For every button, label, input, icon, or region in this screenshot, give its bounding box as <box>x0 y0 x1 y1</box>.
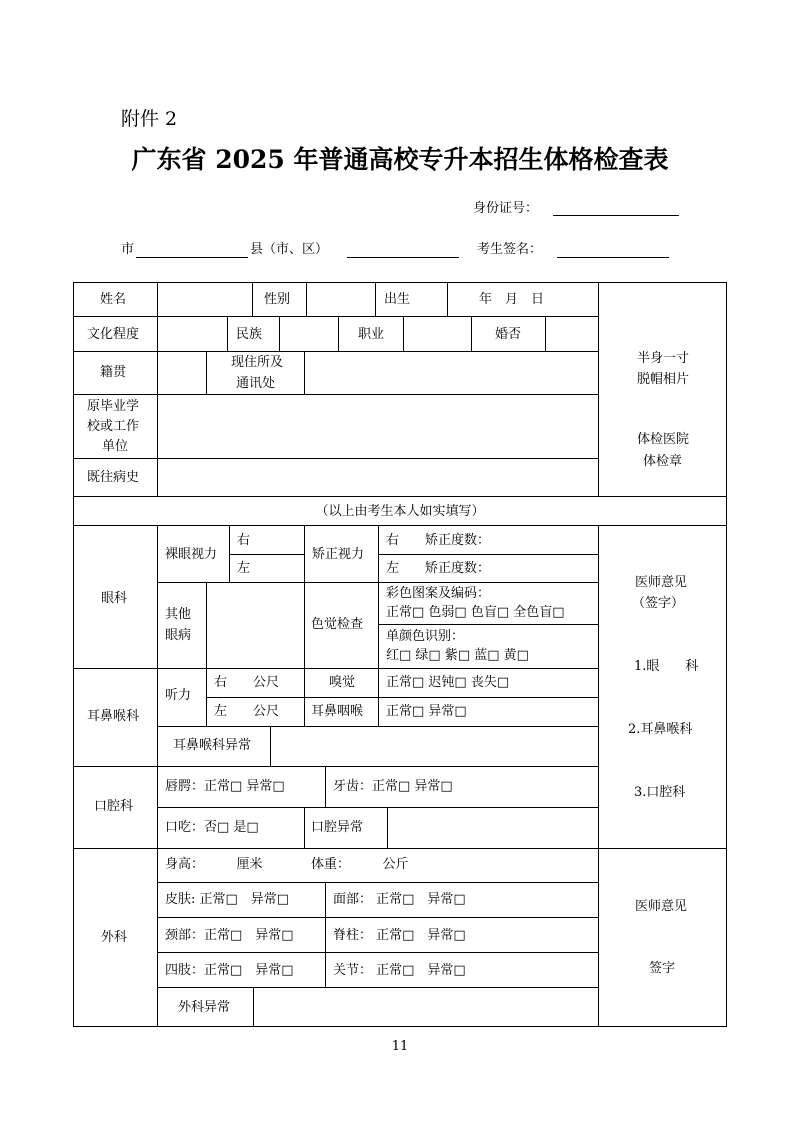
teeth-options[interactable]: 牙齿：正常□ 异常□ <box>333 779 453 794</box>
oral-abnormal-label: 口腔异常 <box>311 820 364 835</box>
hearing-label: 听力 <box>165 688 192 703</box>
smell-options[interactable]: 正常□ 迟钝□ 丧失□ <box>386 675 510 690</box>
corrected-left-label: 左 矫正度数： <box>386 561 491 576</box>
surgery-doctor-sign-label: 签字 <box>649 961 676 976</box>
weight-label: 体重： 公斤 <box>311 857 409 872</box>
naked-vision-label: 裸眼视力 <box>165 547 218 562</box>
birth-date-format: 年 月 日 <box>479 292 545 307</box>
education-label: 文化程度 <box>87 327 140 342</box>
stamp-label-line1: 体检医院 <box>637 432 690 447</box>
doctor-sign-label: （签字） <box>632 596 685 611</box>
spine-options[interactable]: 脊柱： 正常□ 异常□ <box>333 928 466 943</box>
page-title: 广东省 2025 年普通高校专升本招生体格检查表 <box>131 145 669 174</box>
surgery-section-label: 外科 <box>101 930 128 945</box>
color-pattern-label: 彩色图案及编码： <box>386 586 491 601</box>
skin-options[interactable]: 皮肤: 正常□ 异常□ <box>165 892 290 907</box>
native-place-label: 籍贯 <box>100 365 127 380</box>
self-fill-note: （以上由考生本人如实填写） <box>315 504 485 519</box>
joints-options[interactable]: 关节： 正常□ 异常□ <box>333 963 466 978</box>
throat-options[interactable]: 正常□ 异常□ <box>386 704 467 719</box>
page-number: 11 <box>391 1039 409 1054</box>
naked-right-label: 右 <box>237 533 251 548</box>
stutter-options[interactable]: 口吃：否□ 是□ <box>165 820 259 835</box>
ent-section-label: 耳鼻喉科 <box>87 709 140 724</box>
address-label-line1: 现住所及 <box>231 355 284 370</box>
color-check-label: 色觉检查 <box>311 617 364 632</box>
birth-label: 出生 <box>384 292 411 307</box>
name-label: 姓名 <box>100 292 127 307</box>
oral-section-label: 口腔科 <box>94 799 134 814</box>
gender-label: 性别 <box>264 292 291 307</box>
ethnicity-label: 民族 <box>236 327 263 342</box>
marital-label: 婚否 <box>495 327 522 342</box>
photo-label-line2: 脱帽相片 <box>637 372 690 387</box>
height-label: 身高： 厘米 <box>165 857 263 872</box>
color-pattern-options[interactable]: 正常□ 色弱□ 色盲□ 全色盲□ <box>386 605 565 620</box>
doctor-item-eye: 1.眼 科 <box>634 659 699 674</box>
face-options[interactable]: 面部： 正常□ 异常□ <box>333 892 466 907</box>
corrected-right-label: 右 矫正度数： <box>386 533 491 548</box>
county-label: 县（市、区） <box>250 242 329 257</box>
limbs-options[interactable]: 四肢：正常□ 异常□ <box>165 963 294 978</box>
hearing-right-label: 右 公尺 <box>214 675 280 690</box>
occupation-label: 职业 <box>358 327 385 342</box>
smell-label: 嗅觉 <box>329 675 356 690</box>
doctor-opinion-label: 医师意见 <box>635 575 688 590</box>
other-eye-label-line1: 其他 <box>165 607 192 622</box>
address-label-line2: 通讯处 <box>236 376 276 391</box>
stamp-label-line2: 体检章 <box>643 454 683 469</box>
lips-options[interactable]: 唇腭：正常□ 异常□ <box>165 779 285 794</box>
doctor-item-ent: 2.耳鼻喉科 <box>628 722 693 737</box>
city-label: 市 <box>121 242 135 257</box>
surgery-abnormal-label: 外科异常 <box>178 1000 231 1015</box>
photo-label-line1: 半身一寸 <box>637 351 690 366</box>
signature-label: 考生签名： <box>477 242 543 257</box>
doctor-item-oral: 3.口腔科 <box>634 785 686 800</box>
other-eye-label-line2: 眼病 <box>165 628 192 643</box>
ent-abnormal-label: 耳鼻喉科异常 <box>173 738 252 753</box>
throat-label: 耳鼻咽喉 <box>311 704 364 719</box>
neck-options[interactable]: 颈部：正常□ 异常□ <box>165 928 294 943</box>
school-label-line2: 校或工作 <box>87 419 140 434</box>
medical-history-label: 既往病史 <box>87 470 140 485</box>
school-label-line3: 单位 <box>102 439 129 454</box>
naked-left-label: 左 <box>237 561 251 576</box>
attachment-label: 附件 2 <box>121 108 178 130</box>
hearing-left-label: 左 公尺 <box>214 704 280 719</box>
id-number-label: 身份证号： <box>473 201 539 216</box>
eye-section-label: 眼科 <box>101 591 128 606</box>
surgery-doctor-opinion-label: 医师意见 <box>635 899 688 914</box>
school-label-line1: 原毕业学 <box>87 399 140 414</box>
single-color-options[interactable]: 红□ 绿□ 紫□ 蓝□ 黄□ <box>386 648 529 663</box>
single-color-label: 单颜色识别： <box>386 629 465 644</box>
corrected-vision-label: 矫正视力 <box>312 547 365 562</box>
